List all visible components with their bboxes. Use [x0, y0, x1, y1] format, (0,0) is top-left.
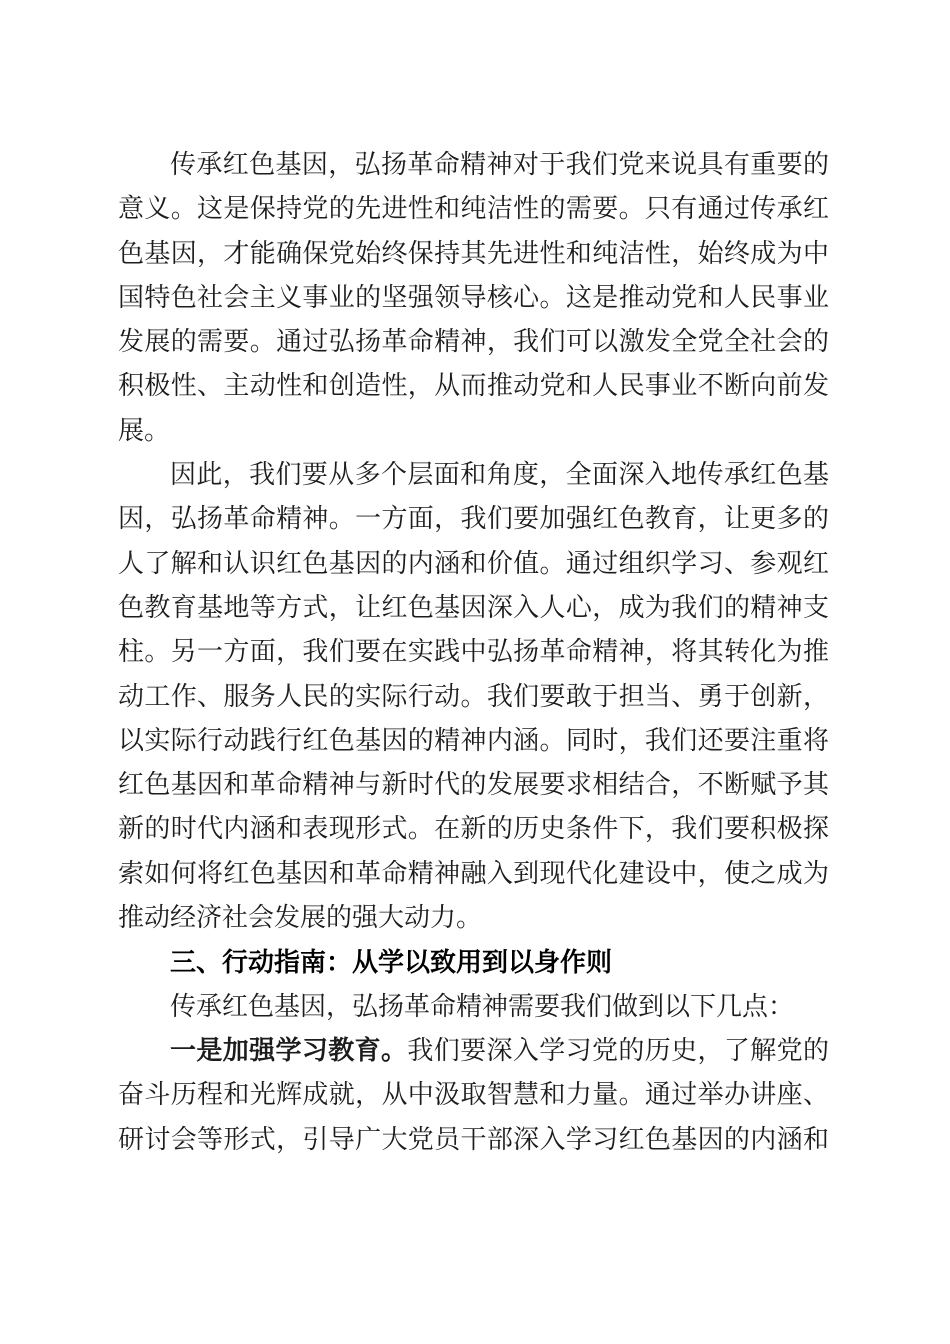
- text-line: [118, 985, 829, 1029]
- text-line: [118, 1029, 829, 1073]
- text-run: 推动经济社会发展的强大动力。: [118, 903, 483, 933]
- text-run: 色教育基地等方式，让红色基因深入人心，成为我们的精神支: [118, 592, 829, 622]
- text-run: 以实际行动践行红色基因的精神内涵。同时，我们还要注重将: [118, 725, 829, 755]
- text-run: 柱。另一方面，我们要在实践中弘扬革命精神，将其转化为推: [118, 637, 829, 667]
- text-run: 奋斗历程和光辉成就，从中汲取智慧和力量。通过举办讲座、: [118, 1080, 829, 1110]
- text-line: [118, 1073, 829, 1117]
- section-heading: [118, 940, 829, 984]
- text-line: [118, 542, 829, 586]
- text-line: [118, 763, 829, 807]
- text-run: 传承红色基因，弘扬革命精神需要我们做到以下几点：: [170, 991, 795, 1021]
- text-line: [118, 630, 829, 674]
- text-line: [118, 276, 829, 320]
- text-run: 意义。这是保持党的先进性和纯洁性的需要。只有通过传承红: [118, 194, 829, 224]
- text-line: [118, 364, 829, 408]
- text-line: [118, 497, 829, 541]
- text-run: 研讨会等形式，引导广大党员干部深入学习红色基因的内涵和: [118, 1124, 829, 1154]
- text-run: 索如何将红色基因和革命精神融入到现代化建设中，使之成为: [118, 858, 829, 888]
- text-run: 色基因，才能确保党始终保持其先进性和纯洁性，始终成为中: [118, 238, 829, 268]
- text-run: 发展的需要。通过弘扬革命精神，我们可以激发全党全社会的: [118, 327, 829, 357]
- text-line: [118, 807, 829, 851]
- text-run: 积极性、主动性和创造性，从而推动党和人民事业不断向前发: [118, 371, 829, 401]
- text-run: 展。: [118, 415, 171, 445]
- text-run: 传承红色基因，弘扬革命精神对于我们党来说具有重要的: [170, 150, 829, 179]
- text-run: 国特色社会主义事业的坚强领导核心。这是推动党和人民事业: [118, 282, 829, 312]
- text-run: 因，弘扬革命精神。一方面，我们要加强红色教育，让更多的: [118, 504, 829, 534]
- text-line: [118, 187, 829, 231]
- bold-text-run: 三、行动指南：从学以致用到以身作则: [170, 947, 613, 978]
- text-run: 动工作、服务人民的实际行动。我们要敢于担当、勇于创新，: [118, 681, 829, 711]
- text-line: [118, 719, 829, 763]
- text-line: [118, 143, 829, 187]
- text-line: [118, 586, 829, 630]
- text-line: [118, 1118, 829, 1162]
- text-run: 红色基因和革命精神与新时代的发展要求相结合，不断赋予其: [118, 770, 829, 800]
- text-line: [118, 453, 829, 497]
- text-line: [118, 896, 829, 940]
- text-run: 新的时代内涵和表现形式。在新的历史条件下，我们要积极探: [118, 814, 829, 844]
- text-run: 人了解和认识红色基因的内涵和价值。通过组织学习、参观红: [118, 548, 829, 578]
- text-line: [118, 320, 829, 364]
- document-body: [118, 143, 829, 1162]
- text-line: [118, 675, 829, 719]
- text-line: [118, 852, 829, 896]
- text-run: 我们要深入学习党的历史，了解党的: [407, 1035, 829, 1065]
- bold-text-run: 一是加强学习教育。: [170, 1035, 408, 1065]
- text-line: [118, 409, 829, 453]
- text-run: 因此，我们要从多个层面和角度，全面深入地传承红色基: [170, 460, 829, 490]
- text-line: [118, 232, 829, 276]
